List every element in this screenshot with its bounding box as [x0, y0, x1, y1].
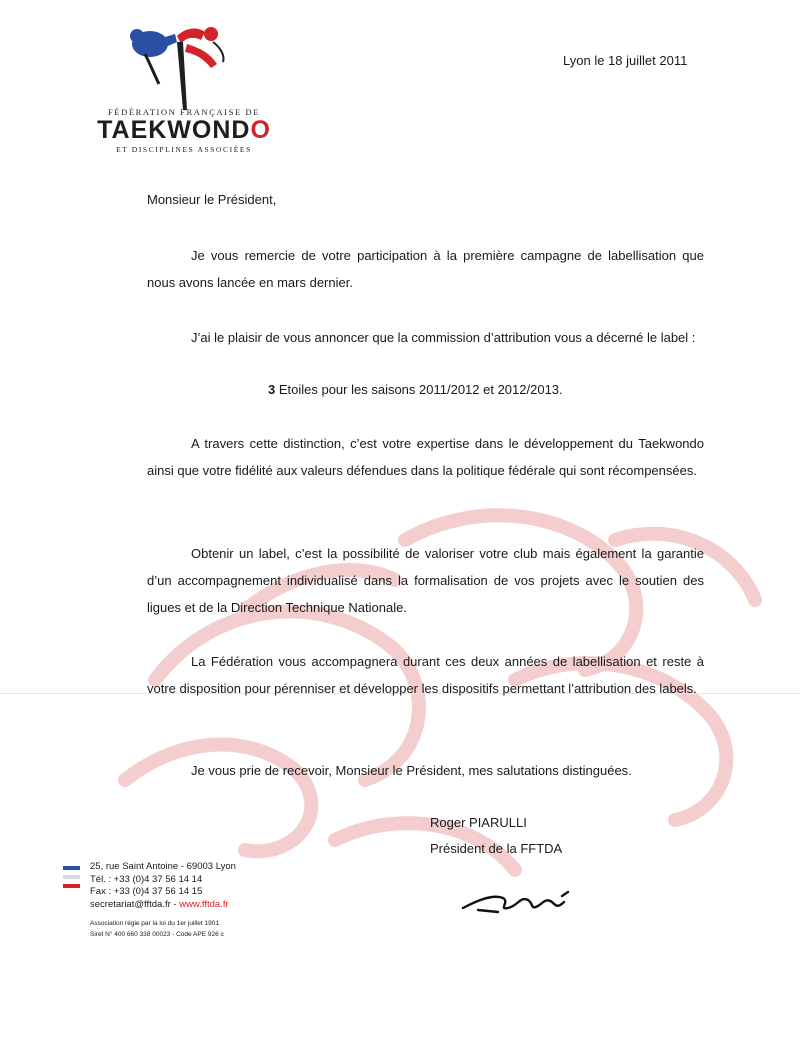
footer-fax: Fax : +33 (0)4 37 56 14 15: [90, 886, 203, 897]
org-name-main: [96, 116, 272, 145]
footer-website: www.fftda.fr: [179, 898, 229, 910]
signer-title: Président de la FFTDA: [430, 841, 563, 856]
paragraph-4: [147, 540, 704, 621]
footer-legal-line1: Association régie par la loi du 1er juillet 1901: [90, 920, 219, 927]
org-name-line3: ET DISCIPLINES ASSOCIÉES: [116, 145, 252, 154]
flag-stripes-icon: [63, 866, 80, 888]
org-name-line1: FÉDÉRATION FRANÇAISE DE: [107, 107, 261, 117]
letter-date: Lyon le 18 juillet 2011: [563, 53, 688, 68]
paragraph-5: [147, 648, 704, 702]
label-stars-count: 3: [268, 382, 276, 397]
footer-legal: [90, 918, 224, 940]
footer-legal-line2: Siret N° 400 660 338 00023 - Code APE 926 c: [90, 931, 224, 938]
org-name-main-part1: TAEKWOND: [97, 116, 251, 144]
paragraph-3-text: A travers cette distinction, c’est votre expertise dans le développement du Taekwondo ainsi que votre fidélité aux valeurs défendues dans la politique fédérale qui sont récompensées.: [147, 436, 704, 478]
org-name-main-part2: O: [250, 116, 271, 144]
salutation: Monsieur le Président,: [147, 192, 277, 207]
label-award-text: Etoiles pour les saisons 2011/2012 et 2012/2013.: [275, 382, 563, 397]
footer-contact: [90, 899, 236, 912]
paragraph-6: [147, 757, 704, 784]
paragraph-1: [147, 242, 704, 296]
footer-street: 25, rue Saint Antoine - 69003 Lyon: [90, 861, 236, 872]
label-award-line: [268, 382, 563, 397]
footer-tel: Tél. : +33 (0)4 37 56 14 14: [90, 873, 203, 885]
footer-email: secretariat@fftda.fr -: [90, 898, 180, 910]
paragraph-3: [147, 430, 704, 484]
paragraph-4-text: Obtenir un label, c’est la possibilité de valoriser votre club mais également la garantie d’un accompagnement individualisé dans la formalisation de vos projets avec le soutien des ligues et de la Direction Technique Nationale.: [147, 546, 704, 615]
paragraph-2-text: J’ai le plaisir de vous annoncer que la commission d’attribution vous a décerné le label :: [191, 330, 696, 345]
paragraph-2: [147, 324, 704, 351]
paragraph-6-text: Je vous prie de recevoir, Monsieur le Président, mes salutations distinguées.: [191, 763, 632, 778]
handwritten-signature: [458, 880, 583, 920]
footer-address: [90, 861, 236, 911]
paragraph-5-text: La Fédération vous accompagnera durant ces deux années de labellisation et reste à votre disposition pour pérenniser et développer les dispositifs permettant l’attribution des labels.: [147, 654, 704, 696]
signer-name: Roger PIARULLI: [430, 815, 527, 830]
paragraph-1-text: Je vous remercie de votre participation à la première campagne de labellisation que nous avons lancée en mars dernier.: [147, 248, 704, 290]
